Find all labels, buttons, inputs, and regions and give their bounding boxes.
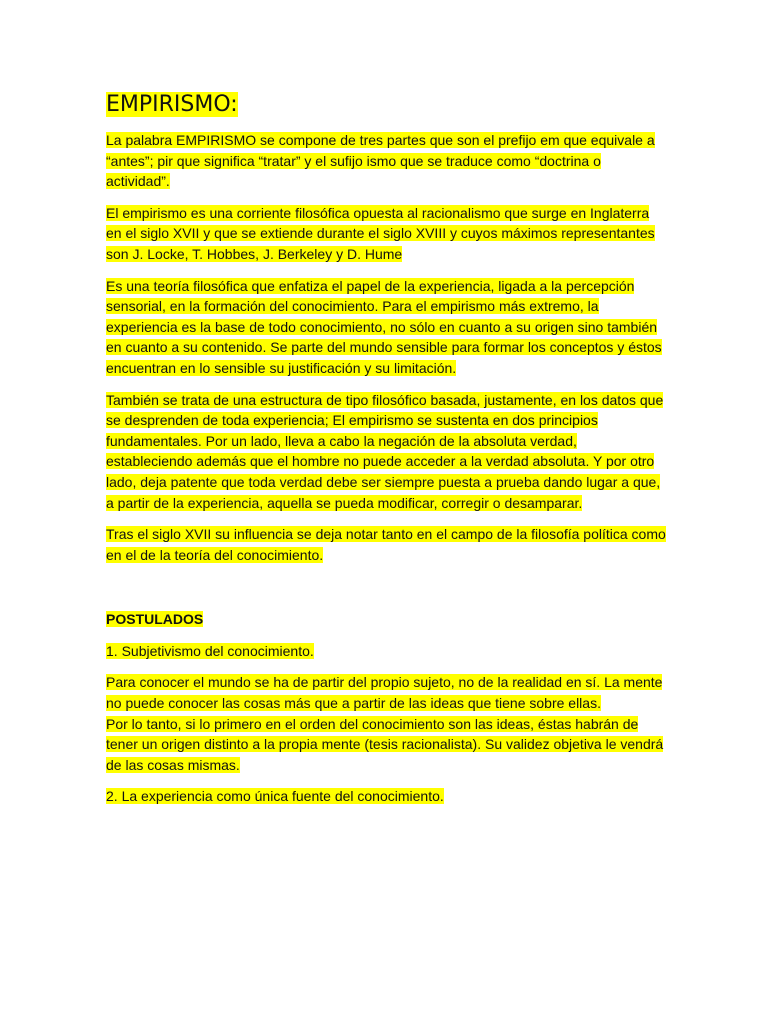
paragraph-theory — [106, 276, 666, 379]
paragraph-definition — [106, 203, 666, 265]
paragraph-structure-text: También se trata de una estructura de tipo filosófico basada, justamente, en los datos que se desprenden de toda experiencia; El empirismo se sustenta en dos principios fundamentales. Por un lado, lleva a cabo la negación de la absoluta verdad, estableciendo además que el hombre no puede acceder a la verdad absoluta. Y por otro lado, deja patente que toda verdad debe ser siempre puesta a prueba dando lugar a que, a partir de la experiencia, aquella se pueda modificar, corregir o desamparar. — [106, 391, 664, 511]
title-text: EMPIRISMO: — [106, 92, 238, 117]
postulado-1-title-text: 1. Subjetivismo del conocimiento. — [106, 642, 314, 659]
section-spacer — [106, 576, 666, 609]
paragraph-structure — [106, 390, 666, 514]
postulado-1-body — [106, 672, 666, 775]
paragraph-influence — [106, 524, 666, 565]
paragraph-etymology-text: La palabra EMPIRISMO se compone de tres partes que son el prefijo em que equivale a “antes”; pir que significa “tratar” y el sufijo ismo que se traduce como “doctrina o actividad”. — [106, 132, 655, 190]
paragraph-etymology — [106, 130, 666, 192]
postulados-heading — [106, 609, 666, 630]
paragraph-definition-text: El empirismo es una corriente filosófica opuesta al racionalismo que surge en Inglaterra en el siglo XVII y que se extiende durante el siglo XVIII y cuyos máximos representantes son J. Locke, T. Hobbes, J. Berkeley y D. Hume — [106, 204, 655, 262]
paragraph-influence-text: Tras el siglo XVII su influencia se deja notar tanto en el campo de la filosofía política como en el de la teoría del conocimiento. — [106, 526, 666, 563]
postulado-1-text-a: Para conocer el mundo se ha de partir del propio sujeto, no de la realidad en sí. La mente no puede conocer las cosas más que a partir de las ideas que tiene sobre ellas. — [106, 674, 663, 712]
postulado-1-title — [106, 641, 666, 662]
document-content — [106, 92, 666, 818]
postulados-heading-text: POSTULADOS — [106, 611, 204, 628]
postulado-2-title-text: 2. La experiencia como única fuente del conocimiento. — [106, 788, 444, 805]
postulado-1-text-b: Por lo tanto, si lo primero en el orden del conocimiento son las ideas, éstas habrán de tener un origen distinto a la propia mente (tesis racionalista). Su validez objetiva le vendrá de las cosas mismas. — [106, 715, 664, 773]
postulado-2-title — [106, 786, 666, 807]
paragraph-theory-text: Es una teoría filosófica que enfatiza el papel de la experiencia, ligada a la percepción sensorial, en la formación del conocimiento. Para el empirismo más extremo, la experiencia es la base de todo conocimiento, no sólo en cuanto a su origen sino también en cuanto a su contenido. Se parte del mundo sensible para formar los conceptos y éstos encuentran en lo sensible su justificación y su limitación. — [106, 277, 662, 376]
document-title — [106, 92, 666, 118]
